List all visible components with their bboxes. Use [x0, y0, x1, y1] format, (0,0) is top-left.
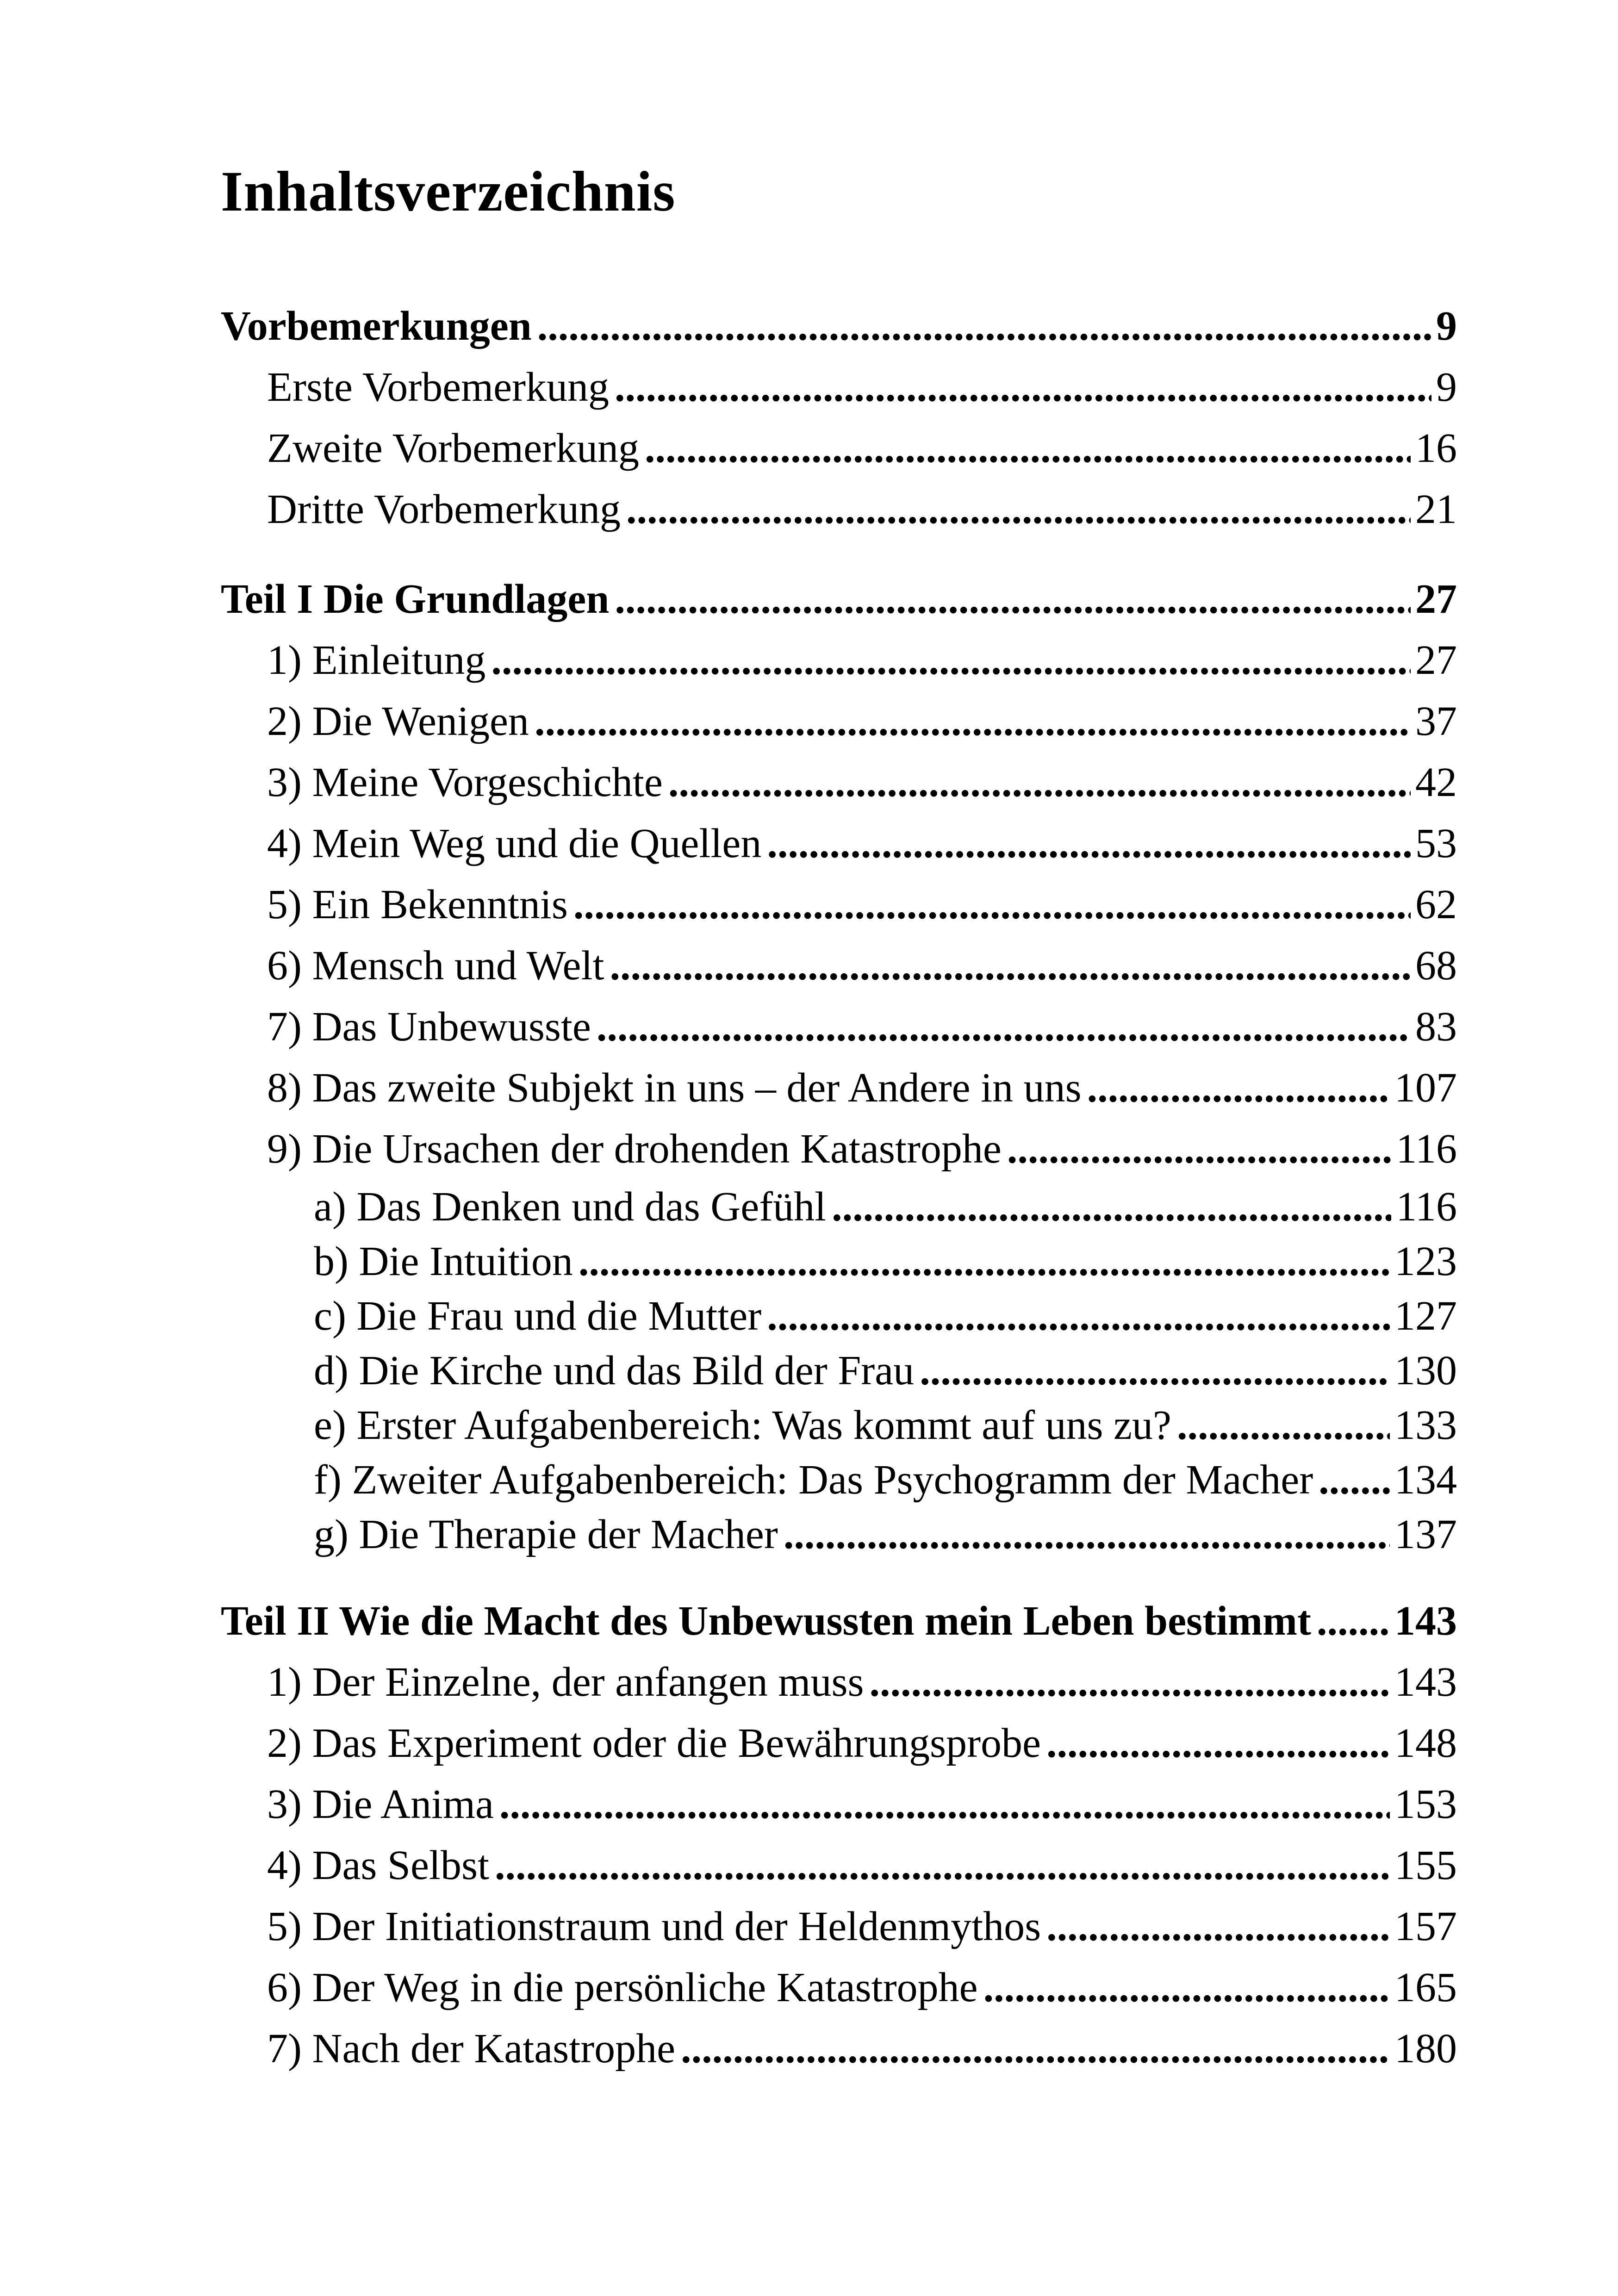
toc-entry-page: 27: [1415, 576, 1457, 622]
toc-entry-label: 6) Der Weg in die persönliche Katastrophe: [267, 1964, 978, 2010]
toc-entry: [221, 630, 1457, 691]
dot-leader: [920, 1344, 1390, 1398]
toc-entry-page: 116: [1396, 1126, 1457, 1172]
toc-entry-page: 27: [1415, 637, 1457, 683]
dot-leader: [579, 1234, 1390, 1289]
toc-entry: [221, 569, 1457, 630]
toc-entry-page: 83: [1415, 1003, 1457, 1050]
toc-entry-page: 21: [1415, 486, 1457, 532]
toc-entry-page: 143: [1394, 1659, 1457, 1705]
toc-entry-label: 9) Die Ursachen der drohenden Katastrophe: [267, 1126, 1002, 1172]
toc-entry-page: 133: [1394, 1402, 1457, 1448]
dot-leader: [491, 630, 1411, 691]
toc-entry-page: 155: [1394, 1842, 1457, 1888]
dot-leader: [610, 935, 1411, 996]
toc-entry-page: 68: [1415, 942, 1457, 989]
toc-entry: [221, 1713, 1457, 1774]
toc-entry-page: 107: [1394, 1064, 1457, 1111]
toc-entry-label: 2) Die Wenigen: [267, 698, 529, 744]
toc-entry-label: d) Die Kirche und das Bild der Frau: [314, 1347, 915, 1394]
toc-entry-label: 5) Der Initiationstraum und der Heldenmythos: [267, 1903, 1041, 1949]
dot-leader: [597, 996, 1411, 1058]
dot-leader: [832, 1180, 1391, 1234]
dot-leader: [784, 1507, 1390, 1562]
dot-leader: [1319, 1453, 1390, 1507]
toc-entry-label: 3) Meine Vorgeschichte: [267, 759, 663, 805]
toc-entry: [221, 691, 1457, 752]
toc-entry: [221, 2018, 1457, 2079]
toc-entry-page: 9: [1436, 364, 1457, 410]
toc-entry: [221, 1507, 1457, 1562]
dot-leader: [870, 1652, 1390, 1713]
toc-entry-page: 127: [1394, 1293, 1457, 1339]
toc-entry-page: 123: [1394, 1238, 1457, 1284]
dot-leader: [1177, 1398, 1390, 1453]
toc-entry-label: 7) Nach der Katastrophe: [267, 2025, 676, 2072]
toc-entry-label: Dritte Vorbemerkung: [267, 486, 621, 532]
toc-entry-label: 8) Das zweite Subjekt in uns – der Andere in uns: [267, 1064, 1082, 1111]
toc-entry: [221, 1774, 1457, 1835]
dot-leader: [499, 1774, 1390, 1835]
toc-entry-label: Teil I Die Grundlagen: [221, 576, 610, 622]
toc-entry: [221, 874, 1457, 935]
toc-entry-label: 1) Der Einzelne, der anfangen muss: [267, 1659, 864, 1705]
toc-entry-page: 53: [1415, 820, 1457, 866]
toc-entry: [221, 935, 1457, 996]
toc-entry: [221, 1058, 1457, 1119]
toc-entry-label: 7) Das Unbewusste: [267, 1003, 591, 1050]
toc-list: [221, 296, 1457, 2079]
toc-entry: [221, 1289, 1457, 1344]
toc-entry-label: c) Die Frau und die Mutter: [314, 1293, 762, 1339]
toc-entry-page: 157: [1394, 1903, 1457, 1949]
toc-entry: [221, 1180, 1457, 1234]
toc-entry-label: Zweite Vorbemerkung: [267, 425, 639, 471]
dot-leader: [668, 752, 1411, 813]
toc-entry-label: Vorbemerkungen: [221, 303, 532, 349]
toc-entry-label: Erste Vorbemerkung: [267, 364, 610, 410]
dot-leader: [535, 691, 1411, 752]
dot-leader: [1317, 1591, 1390, 1652]
toc-entry-label: e) Erster Aufgabenbereich: Was kommt auf uns zu?: [314, 1402, 1171, 1448]
dot-leader: [983, 1957, 1390, 2018]
page-title: Inhaltsverzeichnis: [221, 160, 676, 223]
toc-entry: [221, 1119, 1457, 1180]
toc-entry-label: 6) Mensch und Welt: [267, 942, 604, 989]
toc-entry: [221, 1234, 1457, 1289]
toc-entry: [221, 1957, 1457, 2018]
toc-entry: [221, 996, 1457, 1058]
toc-entry-page: 148: [1394, 1720, 1457, 1766]
toc-entry-page: 9: [1436, 303, 1457, 349]
dot-leader: [626, 479, 1411, 540]
toc-entry-page: 153: [1394, 1781, 1457, 1827]
toc-entry-label: 4) Das Selbst: [267, 1842, 489, 1888]
toc-entry-label: 5) Ein Bekenntnis: [267, 881, 568, 927]
toc-entry-label: f) Zweiter Aufgabenbereich: Das Psychogramm der Macher: [314, 1456, 1313, 1503]
toc-entry-label: 1) Einleitung: [267, 637, 486, 683]
toc-entry-page: 165: [1394, 1964, 1457, 2010]
dot-leader: [767, 813, 1411, 874]
toc-entry-page: 37: [1415, 698, 1457, 744]
toc-entry-page: 130: [1394, 1347, 1457, 1394]
toc-entry-page: 42: [1415, 759, 1457, 805]
toc-entry: [221, 1652, 1457, 1713]
dot-leader: [681, 2018, 1390, 2079]
toc-entry-label: 2) Das Experiment oder die Bewährungsprobe: [267, 1720, 1041, 1766]
toc-entry: [221, 752, 1457, 813]
dot-leader: [1046, 1713, 1390, 1774]
toc-entry-page: 180: [1394, 2025, 1457, 2072]
toc-entry: [221, 418, 1457, 479]
dot-leader: [537, 296, 1431, 357]
toc-entry: [221, 1398, 1457, 1453]
toc-entry-label: g) Die Therapie der Macher: [314, 1511, 778, 1557]
toc-entry: [221, 1835, 1457, 1896]
toc-entry: [221, 813, 1457, 874]
dot-leader: [1087, 1058, 1390, 1119]
toc-entry-page: 134: [1394, 1456, 1457, 1503]
dot-leader: [767, 1289, 1390, 1344]
dot-leader: [495, 1835, 1390, 1896]
dot-leader: [615, 357, 1431, 418]
toc-entry-label: Teil II Wie die Macht des Unbewussten mein Leben bestimmt: [221, 1598, 1311, 1644]
toc-entry-page: 143: [1394, 1598, 1457, 1644]
toc-entry-page: 16: [1415, 425, 1457, 471]
dot-leader: [1046, 1896, 1390, 1957]
toc-entry: [221, 357, 1457, 418]
toc-entry-page: 137: [1394, 1511, 1457, 1557]
dot-leader: [573, 874, 1411, 935]
toc-entry-label: 3) Die Anima: [267, 1781, 494, 1827]
toc-entry: [221, 1896, 1457, 1957]
toc-entry: [221, 1344, 1457, 1398]
dot-leader: [1007, 1119, 1391, 1180]
toc-entry-page: 116: [1396, 1183, 1457, 1230]
toc-entry-label: a) Das Denken und das Gefühl: [314, 1183, 827, 1230]
toc-entry: [221, 1453, 1457, 1507]
toc-entry: [221, 479, 1457, 540]
dot-leader: [615, 569, 1411, 630]
toc-entry-page: 62: [1415, 881, 1457, 927]
toc-entry: [221, 1591, 1457, 1652]
toc-entry: [221, 296, 1457, 357]
dot-leader: [645, 418, 1411, 479]
toc-entry-label: b) Die Intuition: [314, 1238, 573, 1284]
toc-entry-label: 4) Mein Weg und die Quellen: [267, 820, 762, 866]
